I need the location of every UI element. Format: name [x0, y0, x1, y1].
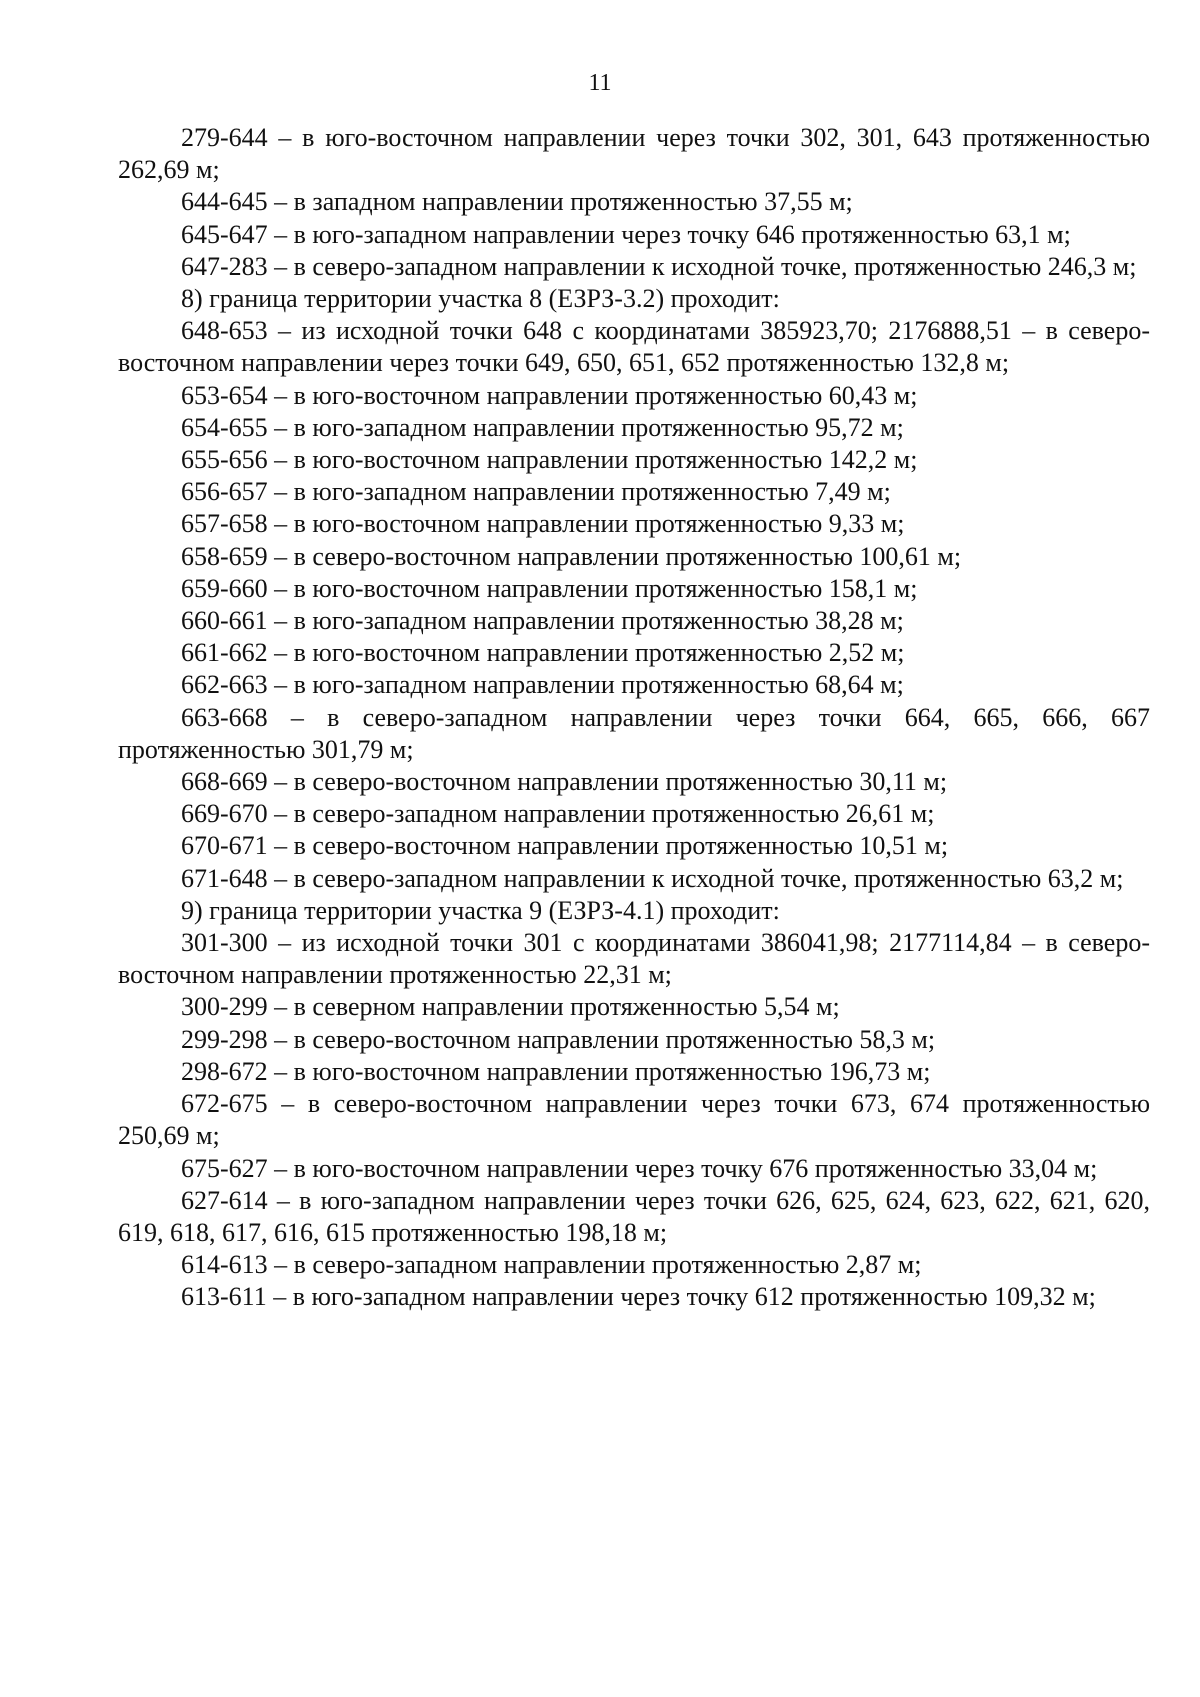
paragraph: 658-659 – в северо-восточном направлении протяженностью 100,61 м;	[181, 541, 962, 571]
paragraph: 669-670 – в северо-западном направлении протяженностью 26,61 м;	[181, 799, 935, 829]
paragraph: 298-672 – в юго-восточном направлении протяженностью 196,73 м;	[181, 1056, 931, 1086]
paragraph: 656-657 – в юго-западном направлении протяженностью 7,49 м;	[181, 477, 891, 507]
paragraph: 627-614 – в юго-западном направлении через точки 626, 625, 624, 623, 622, 621, 620, 619, 618, 617, 616, 615 протяженностью 198,18 м;	[118, 1185, 1150, 1247]
paragraph: 661-662 – в юго-восточном направлении протяженностью 2,52 м;	[181, 638, 905, 668]
paragraph: 614-613 – в северо-западном направлении протяженностью 2,87 м;	[181, 1250, 922, 1280]
paragraph: 613-611 – в юго-западном направлении через точку 612 протяженностью 109,32 м;	[181, 1282, 1096, 1312]
paragraph: 671-648 – в северо-западном направлении к исходной точке, протяженностью 63,2 м;	[181, 863, 1124, 893]
paragraph: 654-655 – в юго-западном направлении протяженностью 95,72 м;	[181, 412, 904, 442]
paragraph: 659-660 – в юго-восточном направлении протяженностью 158,1 м;	[181, 573, 918, 603]
paragraph: 662-663 – в юго-западном направлении протяженностью 68,64 м;	[181, 670, 904, 700]
paragraph: 663-668 – в северо-западном направлении через точки 664, 665, 666, 667 протяженностью 301,79 м;	[118, 702, 1150, 764]
paragraph: 301-300 – из исходной точки 301 с координатами 386041,98; 2177114,84 – в северо-восточном направлении протяженностью 22,31 м;	[118, 928, 1150, 990]
paragraph: 655-656 – в юго-восточном направлении протяженностью 142,2 м;	[181, 445, 918, 475]
paragraph: 672-675 – в северо-восточном направлении через точки 673, 674 протяженностью 250,69 м;	[118, 1089, 1150, 1151]
paragraph: 668-669 – в северо-восточном направлении протяженностью 30,11 м;	[181, 767, 948, 797]
paragraph: 279-644 – в юго-восточном направлении через точки 302, 301, 643 протяженностью 262,69 м;	[118, 123, 1150, 185]
paragraph: 644-645 – в западном направлении протяженностью 37,55 м;	[181, 187, 853, 217]
paragraph: 670-671 – в северо-восточном направлении протяженностью 10,51 м;	[181, 831, 949, 861]
section-heading: 8) граница территории участка 8 (ЕЗРЗ-3.2) проходит:	[181, 284, 780, 314]
page-number: 11	[588, 70, 612, 96]
paragraph: 660-661 – в юго-западном направлении протяженностью 38,28 м;	[181, 606, 904, 636]
paragraph: 653-654 – в юго-восточном направлении протяженностью 60,43 м;	[181, 380, 918, 410]
paragraph: 299-298 – в северо-восточном направлении протяженностью 58,3 м;	[181, 1024, 936, 1054]
paragraph: 300-299 – в северном направлении протяженностью 5,54 м;	[181, 992, 840, 1022]
paragraph: 675-627 – в юго-восточном направлении через точку 676 протяженностью 33,04 м;	[181, 1153, 1098, 1183]
paragraph: 645-647 – в юго-западном направлении через точку 646 протяженностью 63,1 м;	[181, 219, 1071, 249]
document-body	[118, 122, 1150, 1314]
paragraph: 657-658 – в юго-восточном направлении протяженностью 9,33 м;	[181, 509, 905, 539]
section-heading: 9) граница территории участка 9 (ЕЗРЗ-4.1) проходит:	[181, 895, 780, 925]
paragraph: 647-283 – в северо-западном направлении к исходной точке, протяженностью 246,3 м;	[181, 251, 1137, 281]
paragraph: 648-653 – из исходной точки 648 с координатами 385923,70; 2176888,51 – в северо-восточном направлении через точки 649, 650, 651, 652 протяженностью 132,8 м;	[118, 316, 1150, 378]
